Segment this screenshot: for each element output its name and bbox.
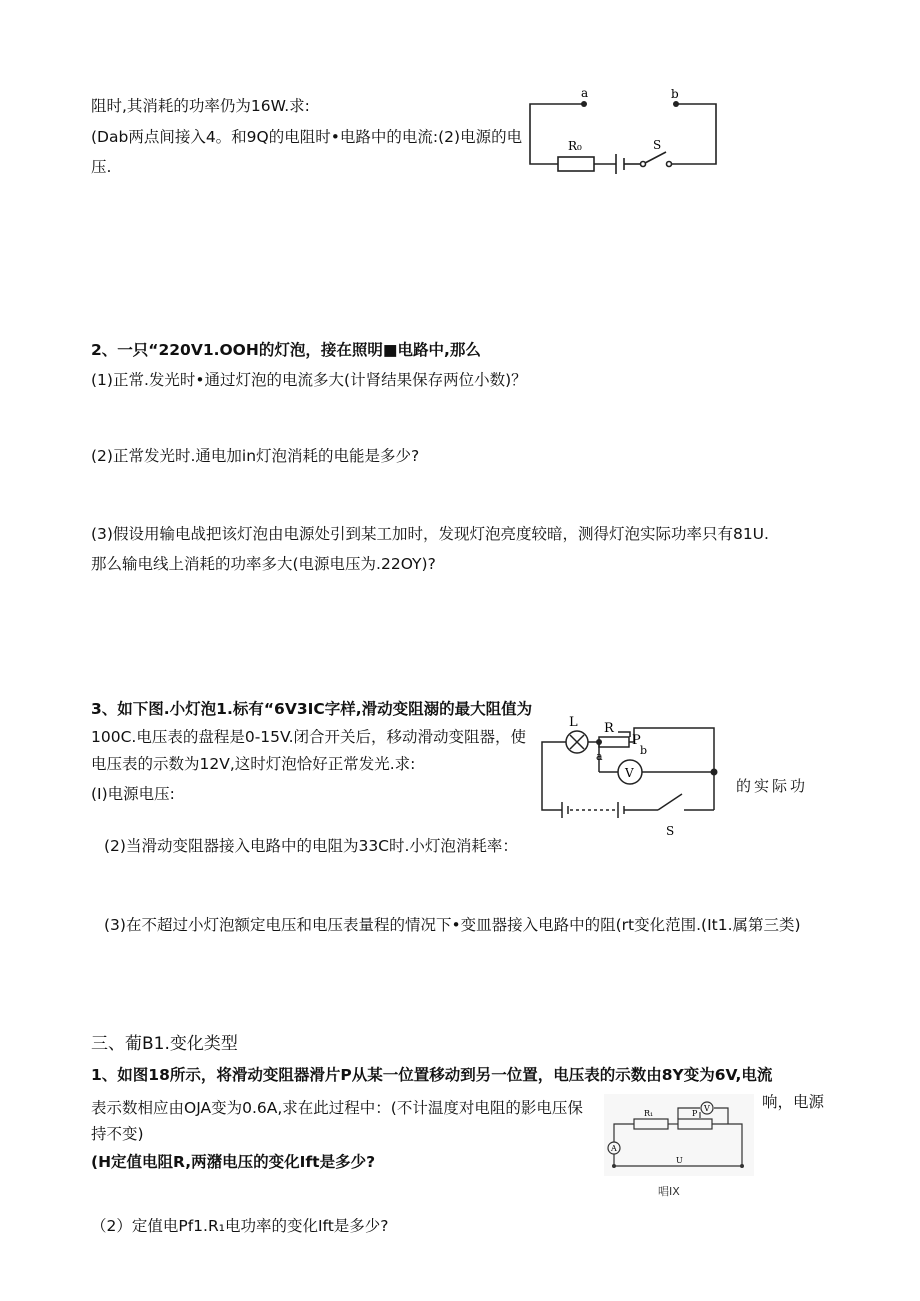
circuit-figure-1 bbox=[528, 86, 728, 176]
problem-3-side-text: 的实际功 bbox=[736, 777, 809, 795]
problem-2-question-3-line-1: (3)假设用输电战把该灯泡由电源处引到某工加时，发现灯泡亮度较暗，测得灯泡实际功率只有81U. bbox=[91, 525, 769, 543]
section-3-problem-1-line-3: 持不变) bbox=[91, 1125, 144, 1143]
fig3-label-r1: R₁ bbox=[644, 1109, 654, 1118]
section-3-problem-1-line-1: 1、如图18所示，将滑动变阻器滑片P从某一位置移动到另一位置，电压表的示数由8Y变为6V,电流 bbox=[91, 1066, 773, 1084]
section-3-problem-1-question-2: （2）定值电Pf1.R₁电功率的变化Ift是多少? bbox=[91, 1217, 389, 1235]
prev-problem-line-1: 阻时,其消耗的功率仍为16W.求: bbox=[91, 97, 310, 115]
problem-2-question-1: (1)正常.发光时•通过灯泡的电流多大(计肾结果保存两位小数)？ bbox=[91, 371, 527, 389]
section-3-problem-1-side: 响，电源 bbox=[762, 1093, 825, 1111]
fig2-label-s: S bbox=[666, 824, 675, 838]
problem-2-question-3-line-2: 那么输电线上消耗的功率多大(电源电压为.22OY)? bbox=[91, 555, 436, 573]
circuit-figure-3 bbox=[604, 1094, 754, 1179]
circuit-figure-2 bbox=[534, 708, 734, 838]
problem-3-question-2: (2)当滑动变阻器接入电路中的电阻为33C时.小灯泡消耗率： bbox=[104, 837, 518, 855]
problem-2-question-2: (2)正常发光时.通电加in灯泡消耗的电能是多少? bbox=[91, 447, 420, 465]
problem-3-line-2: 100C.电压表的盘程是0-15V.闭合开关后，移动滑动变阻器，使 bbox=[91, 728, 527, 746]
problem-3-question-3: (3)在不超过小灯泡额定电压和电压表量程的情况下•变皿器接入电路中的阻(rt变化范围.(It1.属第三类) bbox=[104, 916, 801, 934]
problem-2-title: 2、一只“220V1.OOH的灯泡，接在照明■电路中,那么 bbox=[91, 341, 481, 359]
fig2-label-a: a bbox=[596, 750, 603, 763]
prev-problem-line-2: (Dab两点间接入4。和9Q的电阻时•电路中的电流:(2)电源的电 bbox=[91, 128, 523, 146]
fig3-voltmeter-label: V bbox=[704, 1104, 710, 1113]
problem-3-question-1: (I)电源电压: bbox=[91, 785, 175, 803]
problem-3-line-3: 电压表的示数为12V,这时灯泡恰好正常发光.求: bbox=[91, 755, 416, 773]
fig3-label-p: P bbox=[692, 1109, 698, 1118]
fig3-ammeter-label: A bbox=[611, 1144, 617, 1153]
fig3-label-u: U bbox=[676, 1156, 683, 1165]
figure-3-caption: 唱IX bbox=[658, 1185, 680, 1198]
fig2-label-b: b bbox=[640, 744, 648, 757]
fig1-label-b: b bbox=[671, 87, 679, 101]
fig1-label-s: S bbox=[653, 138, 662, 152]
problem-3-line-1: 3、如下图.小灯泡1.标有“6V3IC字样,滑动变阻溺的最大阻值为 bbox=[91, 700, 533, 718]
fig2-label-p: P bbox=[632, 733, 641, 748]
fig2-label-r: R bbox=[604, 721, 614, 736]
section-3-problem-1-question-1: (H定值电阻R,两潴电压的变化Ift是多少? bbox=[91, 1153, 376, 1171]
section-3-heading: 三、葡B1.变化类型 bbox=[91, 1034, 238, 1054]
fig2-label-l: L bbox=[569, 715, 578, 730]
fig1-label-r0: R₀ bbox=[568, 139, 582, 153]
fig2-voltmeter-label: V bbox=[625, 766, 634, 780]
section-3-problem-1-line-2: 表示数相应由OJA变为0.6A,求在此过程中：(不计温度对电阻的影电压保 bbox=[91, 1099, 583, 1117]
prev-problem-line-3: 压. bbox=[91, 158, 112, 176]
fig1-label-a: a bbox=[581, 86, 589, 100]
